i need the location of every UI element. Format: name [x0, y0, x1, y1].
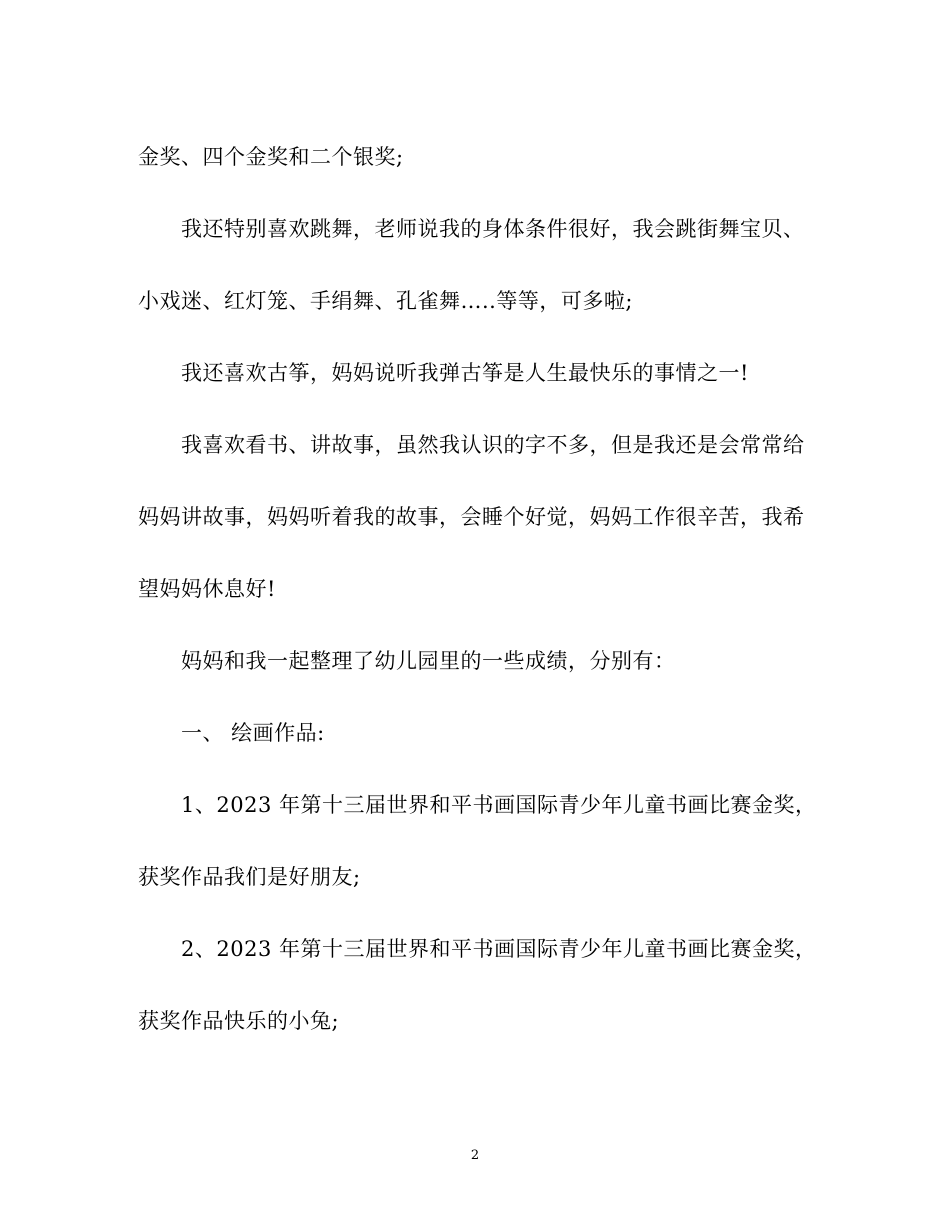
text-line-8: 妈妈和我一起整理了幼儿园里的一些成绩，分别有： [181, 649, 676, 673]
text-line-3: 小戏迷、红灯笼、手绢舞、孔雀舞…..等等，可多啦; [138, 289, 633, 313]
text-line-10: 1、2023 年第十三届世界和平书画国际青少年儿童书画比赛金奖， [181, 793, 817, 817]
text-line-5: 我喜欢看书、讲故事，虽然我认识的字不多，但是我还是会常常给 [181, 433, 805, 457]
text-line-11: 获奖作品我们是好朋友; [138, 865, 361, 889]
text-line-1: 金奖、四个金奖和二个银奖; [138, 145, 404, 169]
section-heading: 一、 绘画作品: [181, 721, 325, 745]
text-line-4: 我还喜欢古筝，妈妈说听我弹古筝是人生最快乐的事情之一! [181, 361, 749, 385]
text-line-7: 望妈妈休息好! [138, 577, 276, 601]
text-line-2: 我还特别喜欢跳舞，老师说我的身体条件很好，我会跳街舞宝贝、 [181, 217, 805, 241]
text-line-6: 妈妈讲故事，妈妈听着我的故事，会睡个好觉，妈妈工作很辛苦，我希 [138, 505, 805, 529]
text-line-12: 2、2023 年第十三届世界和平书画国际青少年儿童书画比赛金奖， [181, 937, 817, 961]
page-number: 2 [470, 1148, 480, 1163]
text-line-13: 获奖作品快乐的小兔; [138, 1009, 340, 1033]
